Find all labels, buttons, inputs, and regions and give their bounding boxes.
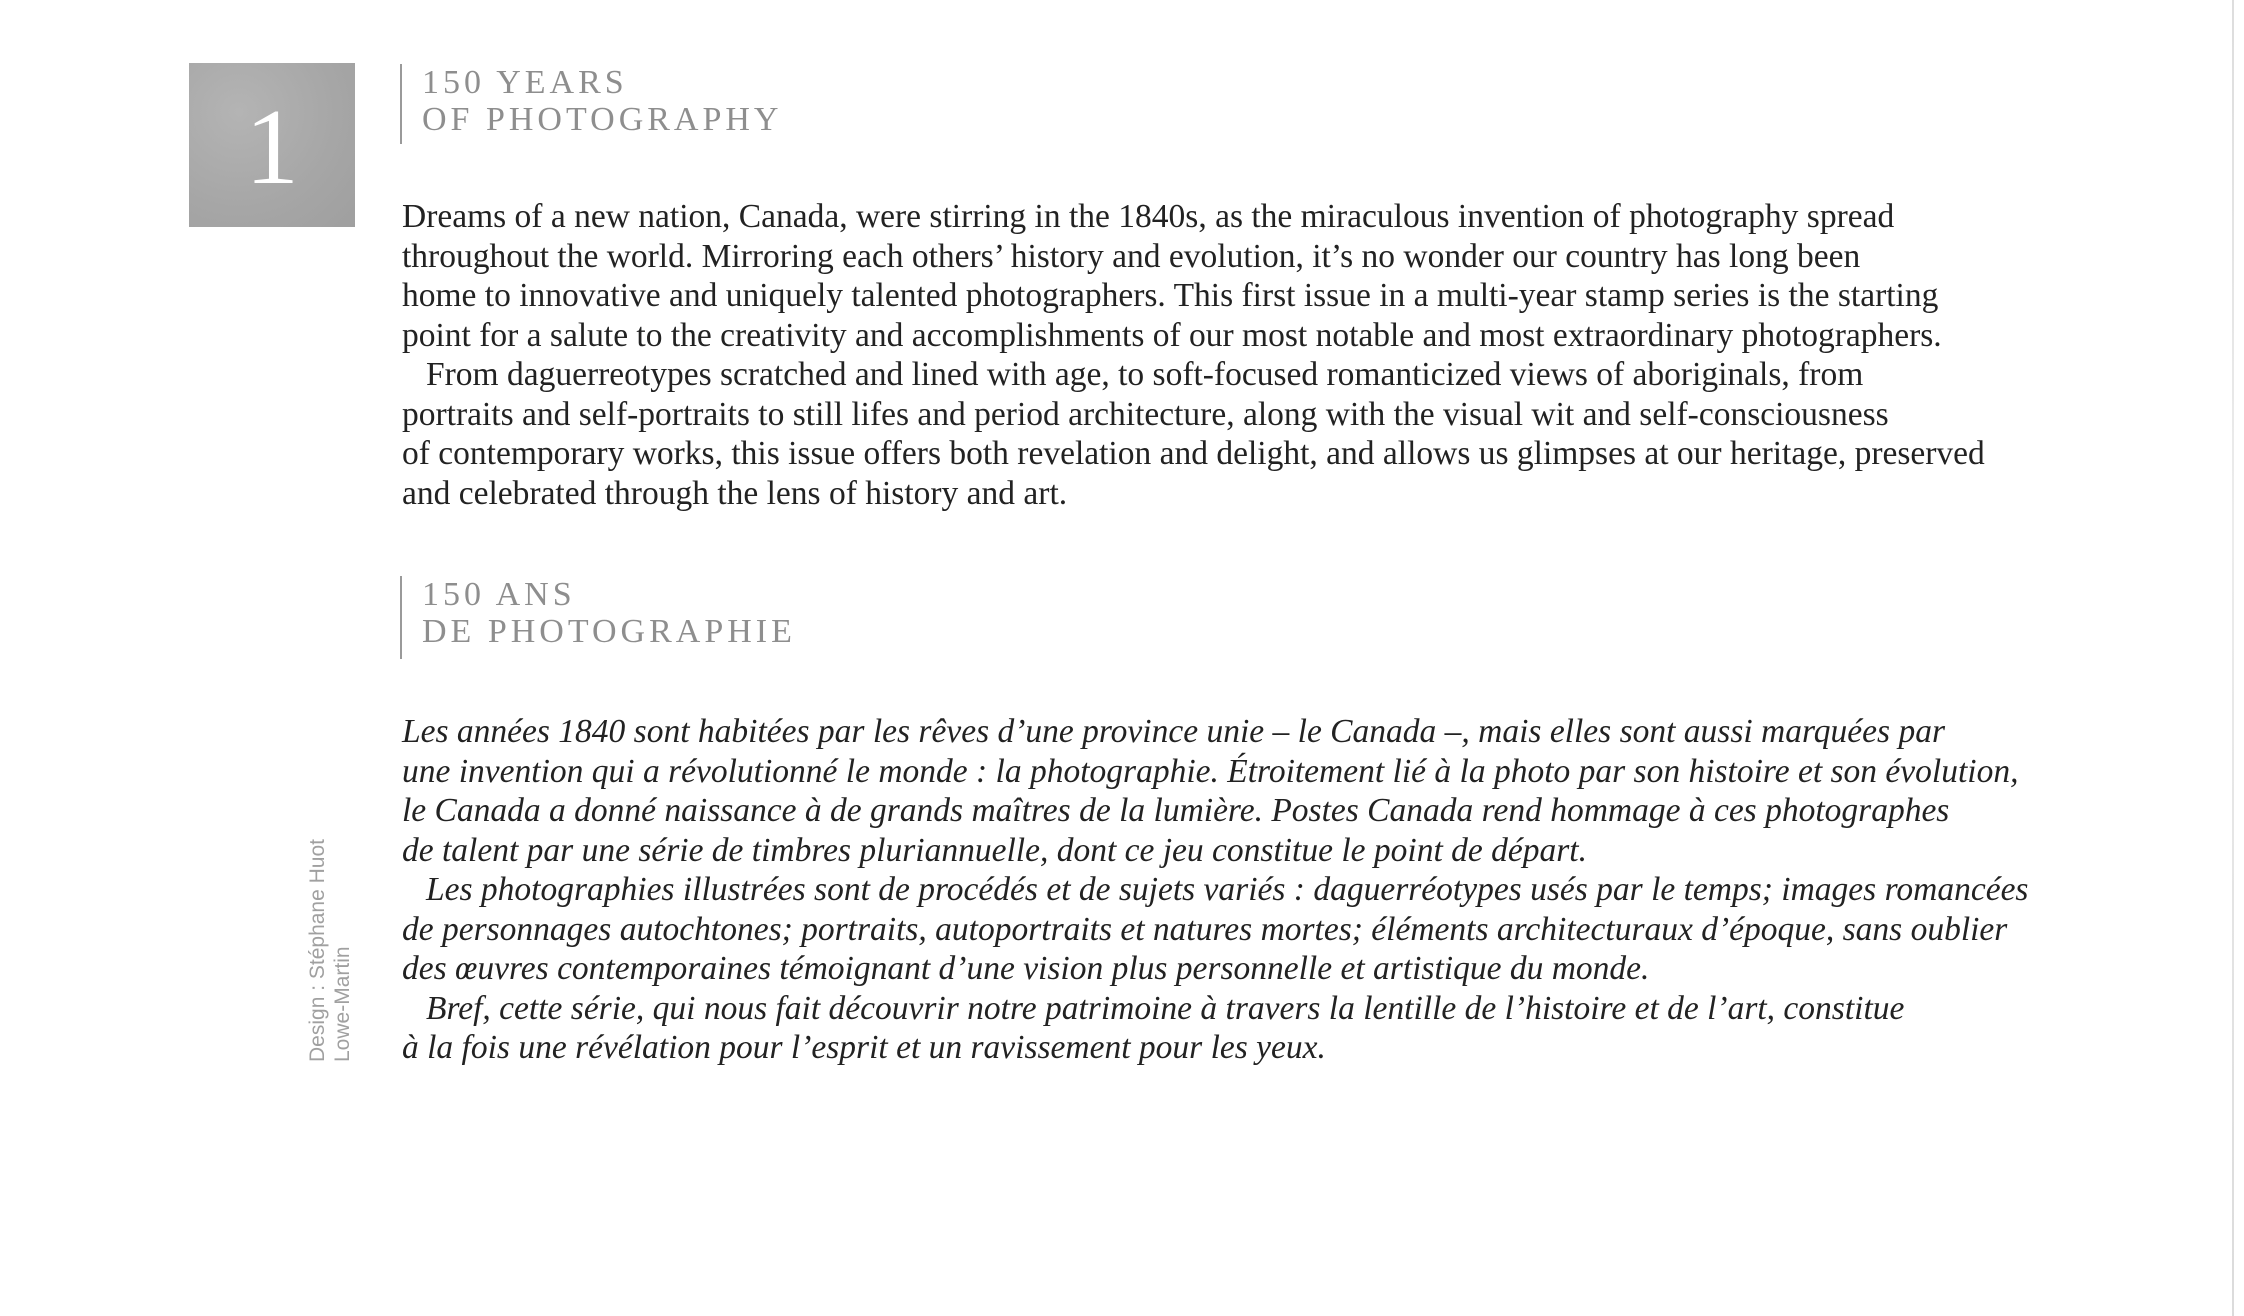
english-line: home to innovative and uniquely talented photographers. This first issue in a multi-year stamp series is the starting bbox=[402, 277, 1939, 314]
french-line: à la fois une révélation pour l’esprit et un ravissement pour les yeux. bbox=[402, 1029, 1326, 1066]
english-heading bbox=[400, 64, 783, 144]
design-credit-line-1: Design : Stéphane Huot bbox=[306, 839, 329, 1062]
design-credit bbox=[305, 839, 355, 1062]
french-line: Les années 1840 sont habitées par les rêves d’une province unie – le Canada –, mais elles sont aussi marquées par bbox=[402, 713, 1945, 750]
english-body bbox=[402, 197, 2082, 513]
english-line: of contemporary works, this issue offers both revelation and delight, and allows us glimpses at our heritage, preserved bbox=[402, 435, 1985, 472]
english-heading-line-2: OF PHOTOGRAPHY bbox=[422, 101, 783, 138]
english-line: portraits and self-portraits to still lifes and period architecture, along with the visual wit and self-consciousness bbox=[402, 395, 1889, 433]
french-line: Les photographies illustrées sont de procédés et de sujets variés : daguerréotypes usés par le temps; images romancées bbox=[426, 871, 2029, 908]
french-line: Bref, cette série, qui nous fait découvrir notre patrimoine à travers la lentille de l’histoire et de l’art, constitue bbox=[426, 989, 1905, 1027]
english-heading-line-1: 150 YEARS bbox=[422, 64, 628, 101]
french-heading-line-2: DE PHOTOGRAPHIE bbox=[422, 613, 796, 650]
issue-number: 1 bbox=[245, 88, 299, 207]
design-credit-line-2: Lowe-Martin bbox=[331, 946, 354, 1062]
french-body bbox=[402, 712, 2082, 1068]
french-line: de personnages autochtones; portraits, autoportraits et natures mortes; éléments architecturaux d’époque, sans oublier bbox=[402, 910, 2008, 948]
french-line: une invention qui a révolutionné le monde : la photographie. Étroitement lié à la photo par son histoire et son évolution, bbox=[402, 752, 2019, 790]
french-line: des œuvres contemporaines témoignant d’une vision plus personnelle et artistique du monde. bbox=[402, 950, 1650, 987]
english-line: and celebrated through the lens of history and art. bbox=[402, 474, 1068, 512]
english-line: From daguerreotypes scratched and lined with age, to soft-focused romanticized views of aboriginals, from bbox=[426, 356, 1864, 393]
english-line: Dreams of a new nation, Canada, were stirring in the 1840s, as the miraculous invention of photography spread bbox=[402, 198, 1895, 235]
french-line: le Canada a donné naissance à de grands maîtres de la lumière. Postes Canada rend hommage à ces photographes bbox=[402, 792, 1950, 829]
french-heading-line-1: 150 ANS bbox=[422, 576, 576, 613]
issue-number-badge bbox=[189, 63, 355, 227]
english-line: throughout the world. Mirroring each others’ history and evolution, it’s no wonder our country has long been bbox=[402, 237, 1861, 275]
page-edge-divider bbox=[2232, 0, 2234, 1316]
french-line: de talent par une série de timbres pluriannuelle, dont ce jeu constitue le point de départ. bbox=[402, 831, 1587, 869]
english-line: point for a salute to the creativity and accomplishments of our most notable and most extraordinary photographers. bbox=[402, 316, 1942, 354]
french-heading bbox=[400, 576, 796, 659]
